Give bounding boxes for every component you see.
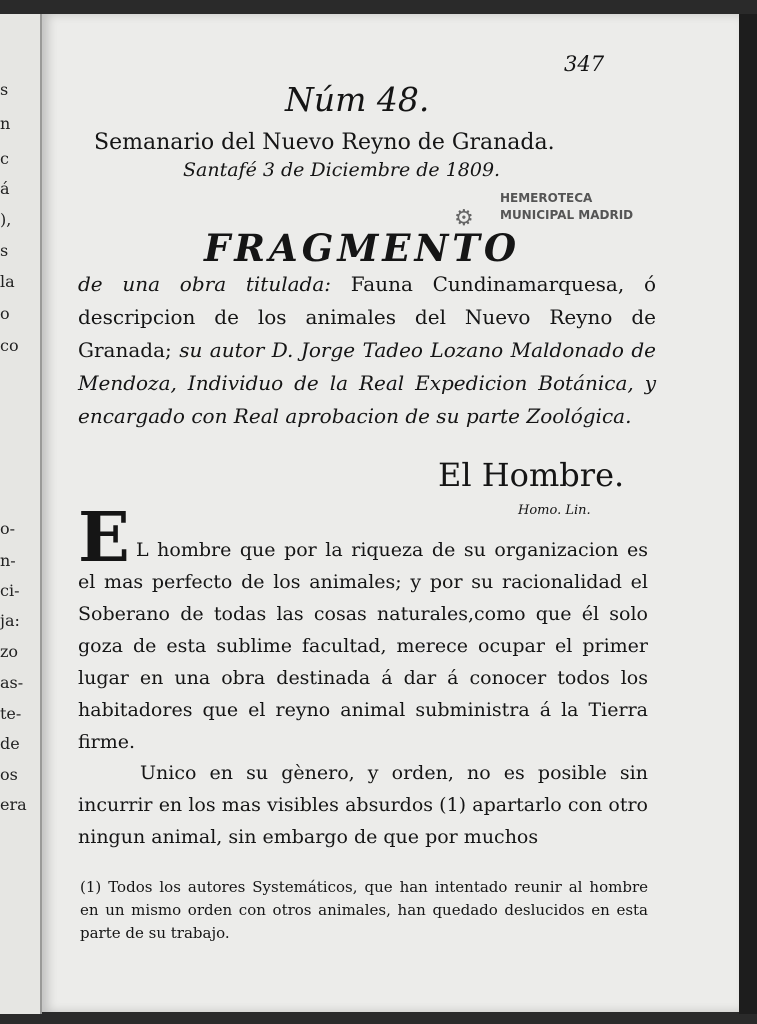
footnote: (1) Todos los autores Systemáticos, que han intentado reunir al hombre en un mismo orden con otros animales, han quedado deslucidos en esta parte de su trabajo. [80,878,648,942]
dateline: Santafé 3 de Diciembre de 1809. [183,159,501,181]
left-page-fragment: os [0,765,18,784]
intro-work-title: Fauna Cundinamarquesa, ó descripcion de los animales del Nuevo Reyno de Granada; [78,272,656,362]
left-page-edge [0,14,42,1014]
left-page-fragment: era [0,795,27,814]
intro-author: su autor D. Jorge Tadeo Lozano Maldonado de Mendoza, Individuo de la Real Expedicion Botánica, y encargado con Real aprobacion de su parte Zoológica. [78,338,656,428]
body-paragraph: Unico en su gènero, y orden, no es posible sin incurrir en los mas visibles absurdos (1) apartarlo con otro ningun animal, sin embargo de que por muchos [78,762,648,848]
left-page-fragment: ci- [0,581,20,600]
left-page-fragment: n- [0,551,16,570]
left-page-fragment: de [0,734,20,753]
periodical-title: Semanario del Nuevo Reyno de Granada. [94,130,555,155]
document-page [42,14,739,1012]
left-page-fragment: as- [0,673,24,692]
library-seal-icon: ⚙ [454,206,474,231]
work-description [78,268,656,433]
left-page-fragment: s [0,241,9,260]
left-page-fragment: co [0,336,19,355]
latin-name: Homo. Lin. [518,503,591,518]
left-page-fragment: o- [0,519,16,538]
left-page-fragment: ), [0,210,12,229]
section-heading: El Hombre. [438,456,625,494]
left-page-fragment: te- [0,704,22,723]
left-page-fragment: o [0,304,10,323]
intro-lead: de una obra titulada: [78,272,332,296]
background-edge [739,14,757,1014]
issue-number: Núm 48. [285,80,430,119]
left-page-fragment: c [0,149,9,168]
drop-cap: E [78,498,130,578]
fragment-title: FRAGMENTO [204,226,521,270]
left-page-fragment: s [0,80,9,99]
library-stamp: HEMEROTECA MUNICIPAL MADRID [500,191,634,222]
left-page-fragment: la [0,272,15,291]
left-page-fragment: zo [0,642,19,661]
left-page-fragment: ja: [0,611,20,630]
body-paragraph: L hombre que por la riqueza de su organizacion es el mas perfecto de los animales; y por su racionalidad el Soberano de todas las cosas naturales,como que él solo goza de esta sublime facultad, merece ocupar el primer lugar en una obra destinada á dar á conocer todos los habitadores que el reyno animal subministra á la Tierra firme. [78,539,648,753]
left-page-fragment: n [0,114,11,133]
left-page-fragment: á [0,179,10,198]
page-number: 347 [564,52,605,76]
